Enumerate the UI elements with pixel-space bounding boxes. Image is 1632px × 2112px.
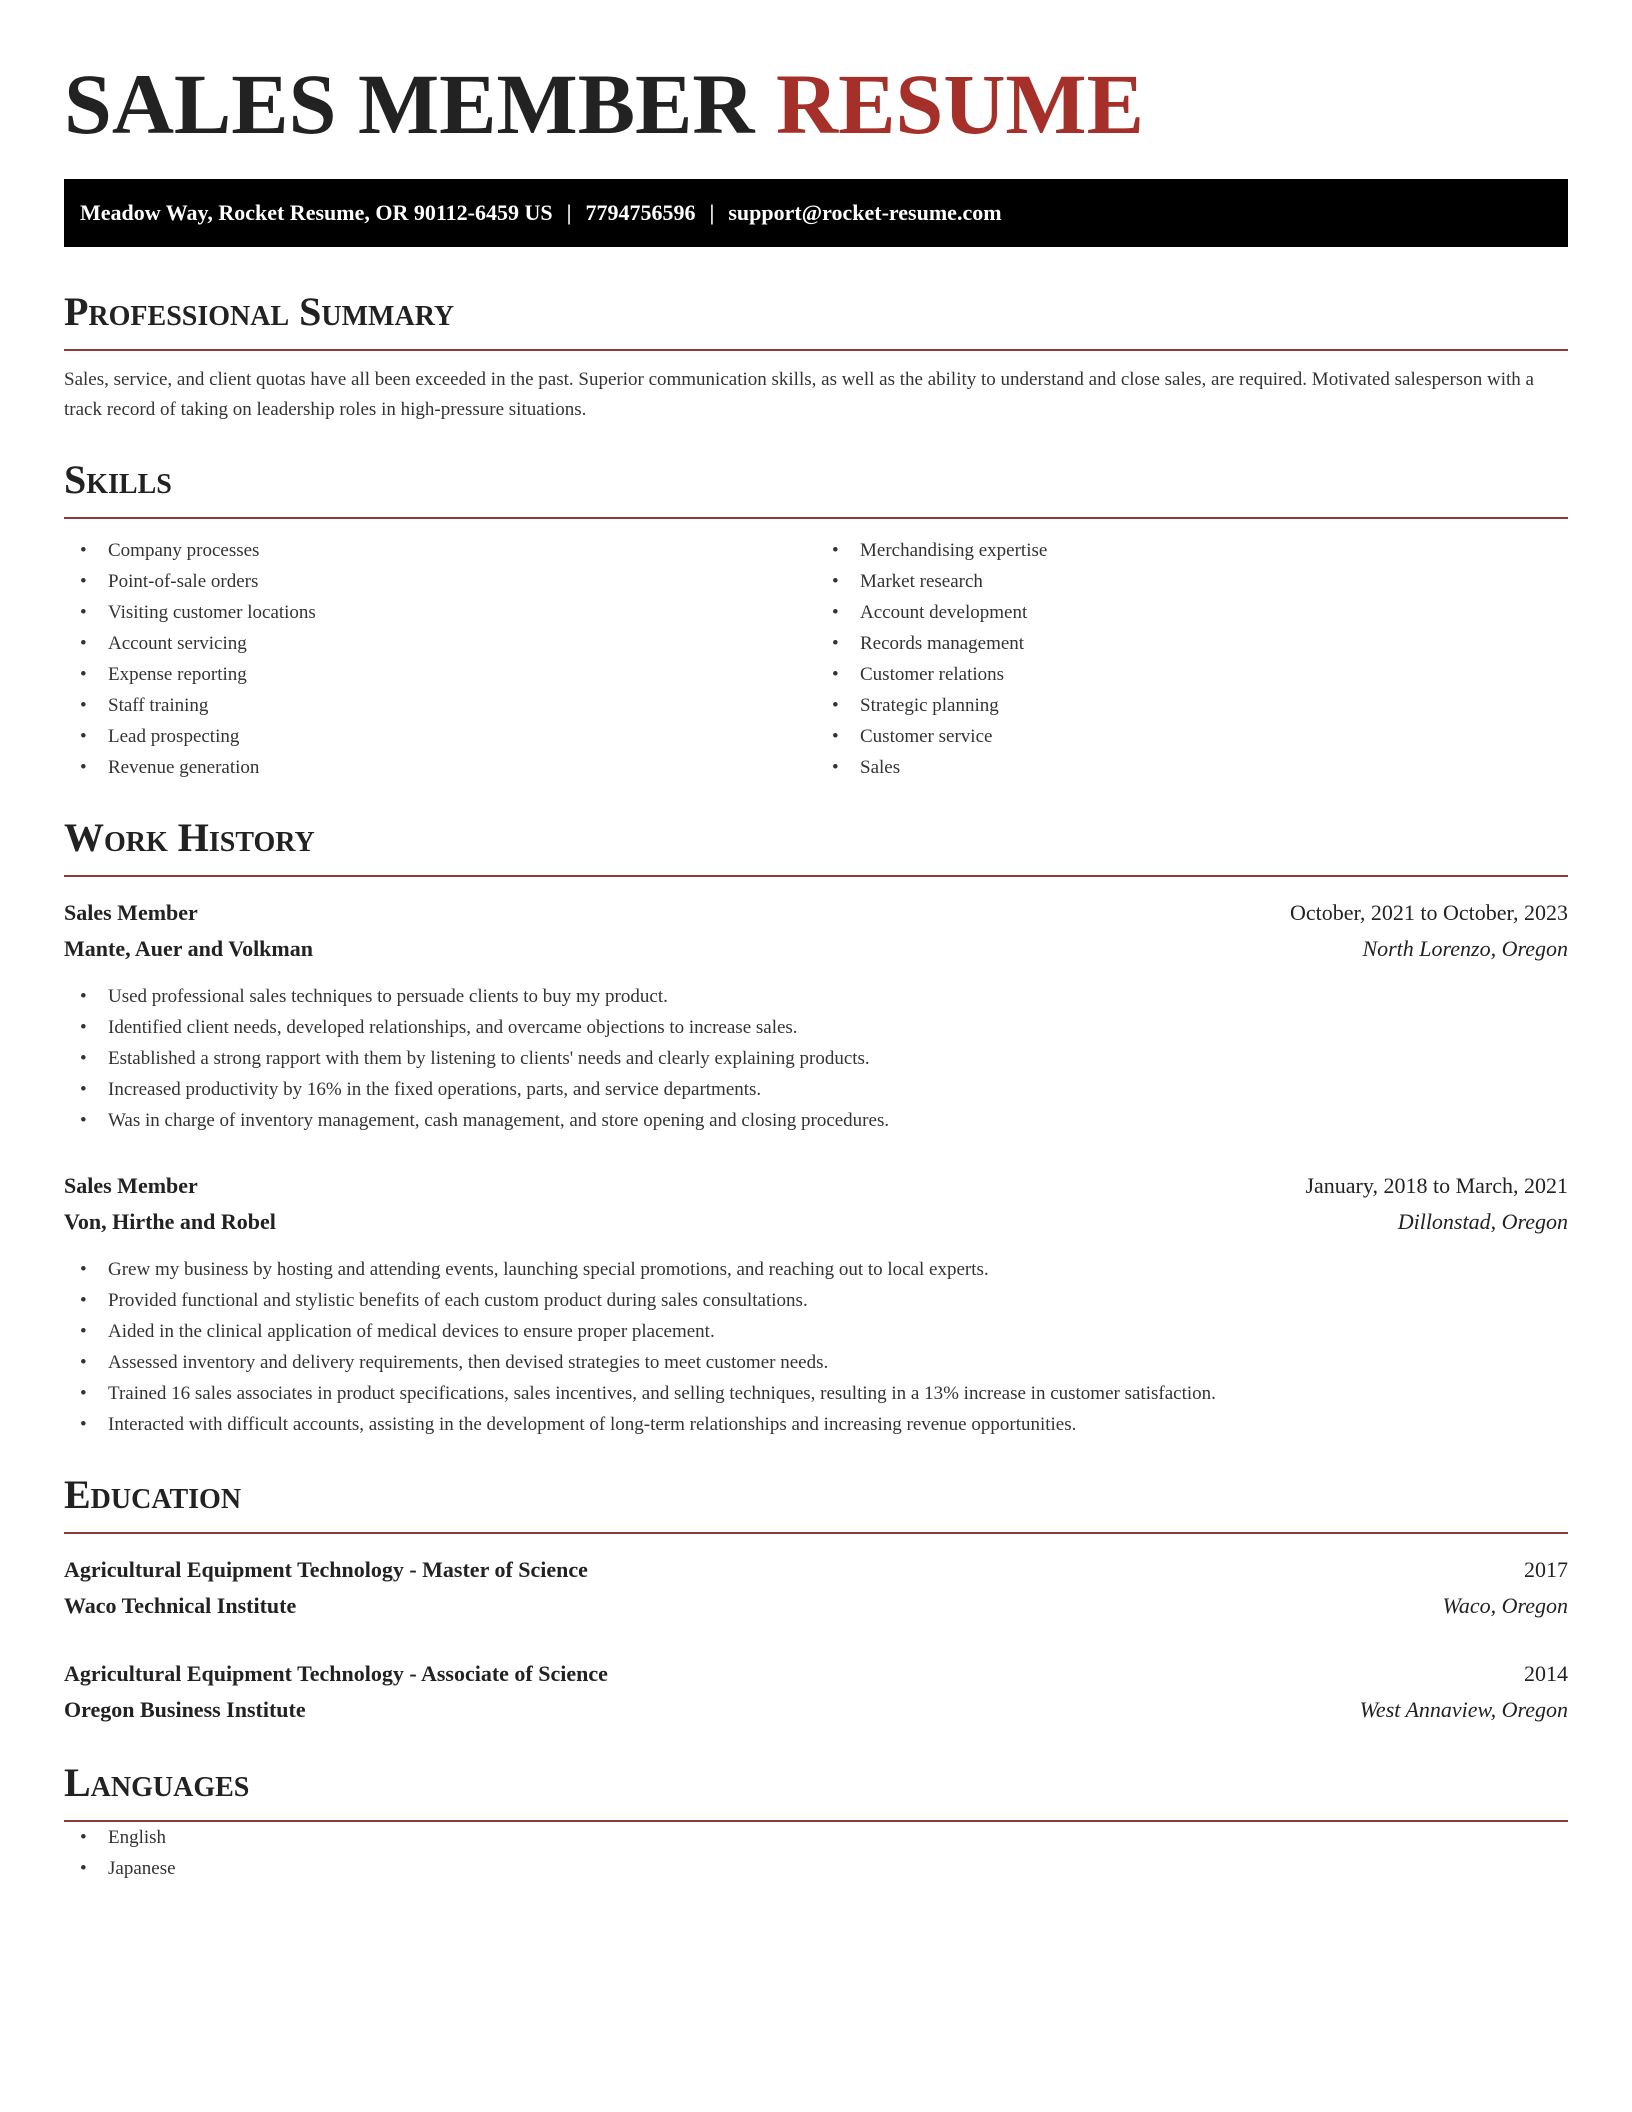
education-location: West Annaview, Oregon: [1359, 1697, 1568, 1722]
contact-bar: [64, 179, 1568, 247]
section-divider: [64, 875, 1568, 877]
duty-item: • Increased productivity by 16% in the fixed operations, parts, and service departments.: [80, 1079, 762, 1100]
skills-list-right: [816, 535, 1568, 783]
duty-item: • Assessed inventory and delivery requirements, then devised strategies to meet customer needs.: [80, 1352, 829, 1373]
duty-item: • Established a strong rapport with them by listening to clients' needs and clearly explaining products.: [80, 1048, 870, 1069]
job-dates: January, 2018 to March, 2021: [1305, 1173, 1568, 1198]
job-entry: [64, 1168, 1568, 1440]
duty-item: • Trained 16 sales associates in product specifications, sales incentives, and selling techniques, resulting in a 13% increase in customer satisfaction.: [80, 1383, 1216, 1404]
education-degree-row: [64, 1552, 1568, 1588]
duty-item: • Was in charge of inventory management, cash management, and store opening and closing procedures.: [80, 1110, 890, 1131]
section-heading: Education: [64, 1472, 242, 1517]
education-degree: Agricultural Equipment Technology - Associate of Science: [64, 1661, 608, 1686]
education-school-row: [64, 1692, 1568, 1728]
education-degree-row: [64, 1656, 1568, 1692]
skill-item: • Lead prospecting: [80, 726, 240, 747]
job-company: Von, Hirthe and Robel: [64, 1209, 276, 1234]
job-duties: [64, 981, 1568, 1136]
job-header-row: [64, 1168, 1568, 1204]
job-title: Sales Member: [64, 1173, 198, 1198]
education-location: Waco, Oregon: [1442, 1593, 1568, 1618]
section-heading: Languages: [64, 1760, 250, 1805]
language-item: • Japanese: [80, 1858, 176, 1879]
skill-item: • Visiting customer locations: [80, 602, 316, 623]
contact-address: Meadow Way, Rocket Resume, OR 90112-6459 US: [80, 200, 553, 225]
skill-item: • Account development: [832, 602, 1028, 623]
skill-item: • Expense reporting: [80, 664, 247, 685]
duty-item: • Identified client needs, developed relationships, and overcame objections to increase sales.: [80, 1017, 798, 1038]
languages-list: [64, 1822, 1568, 1884]
skill-item: • Account servicing: [80, 633, 247, 654]
job-header-row: [64, 895, 1568, 931]
duty-item: • Used professional sales techniques to persuade clients to buy my product.: [80, 986, 668, 1007]
languages-section: [64, 1758, 1568, 1884]
skill-item: • Customer relations: [832, 664, 1005, 685]
job-duties: [64, 1254, 1568, 1440]
summary-text: Sales, service, and client quotas have all been exceeded in the past. Superior communication skills, as well as the ability to understand and close sales, are required. Motivated salesperson with a track record of taking on leadership roles in high-pressure situations.: [64, 369, 1534, 420]
skill-item: • Company processes: [80, 540, 260, 561]
section-divider: [64, 349, 1568, 351]
section-heading: Skills: [64, 457, 172, 502]
contact-phone: 7794756596: [585, 200, 696, 225]
section-divider: [64, 517, 1568, 519]
education-section: [64, 1470, 1568, 1728]
education-entry: [64, 1552, 1568, 1624]
job-title: Sales Member: [64, 900, 198, 925]
job-dates: October, 2021 to October, 2023: [1289, 900, 1568, 925]
skill-item: • Market research: [832, 571, 983, 592]
education-school: Oregon Business Institute: [64, 1697, 306, 1722]
duty-item: • Interacted with difficult accounts, assisting in the development of long-term relationships and increasing revenue opportunities.: [80, 1414, 1077, 1435]
duty-item: • Grew my business by hosting and attending events, launching special promotions, and reaching out to local experts.: [80, 1259, 989, 1280]
job-entry: [64, 895, 1568, 1136]
skill-item: • Merchandising expertise: [832, 540, 1048, 561]
contact-separator: |: [566, 200, 572, 225]
education-entry: [64, 1656, 1568, 1728]
education-year: 2017: [1524, 1557, 1568, 1582]
contact-separator: |: [709, 200, 715, 225]
section-heading: Professional Summary: [64, 289, 455, 334]
job-location: Dillonstad, Oregon: [1397, 1209, 1568, 1234]
education-school-row: [64, 1588, 1568, 1624]
title-main: SALES MEMBER: [64, 56, 755, 152]
skill-item: • Customer service: [832, 726, 993, 747]
language-item: • English: [80, 1827, 167, 1848]
job-location: North Lorenzo, Oregon: [1362, 936, 1568, 961]
skill-item: • Strategic planning: [832, 695, 999, 716]
education-school: Waco Technical Institute: [64, 1593, 297, 1618]
skills-columns: [64, 535, 1568, 783]
skills-section: [64, 455, 1568, 783]
education-degree: Agricultural Equipment Technology - Master of Science: [64, 1557, 588, 1582]
contact-email[interactable]: support@rocket-resume.com: [728, 200, 1002, 225]
duty-item: • Provided functional and stylistic benefits of each custom product during sales consultations.: [80, 1290, 808, 1311]
section-heading: Work History: [64, 815, 315, 860]
skill-item: • Point-of-sale orders: [80, 571, 259, 592]
work-history-section: [64, 813, 1568, 1440]
job-company-row: [64, 1204, 1568, 1240]
skill-item: • Revenue generation: [80, 757, 260, 778]
job-company-row: [64, 931, 1568, 967]
job-company: Mante, Auer and Volkman: [64, 936, 313, 961]
section-divider: [64, 1532, 1568, 1534]
education-year: 2014: [1524, 1661, 1568, 1686]
skill-item: • Staff training: [80, 695, 209, 716]
skill-item: • Records management: [832, 633, 1025, 654]
summary-section: [64, 287, 1568, 425]
skill-item: • Sales: [832, 757, 901, 778]
title-accent: RESUME: [776, 56, 1144, 152]
skills-list-left: [64, 535, 816, 783]
resume-title: [64, 56, 1568, 152]
duty-item: • Aided in the clinical application of medical devices to ensure proper placement.: [80, 1321, 715, 1342]
